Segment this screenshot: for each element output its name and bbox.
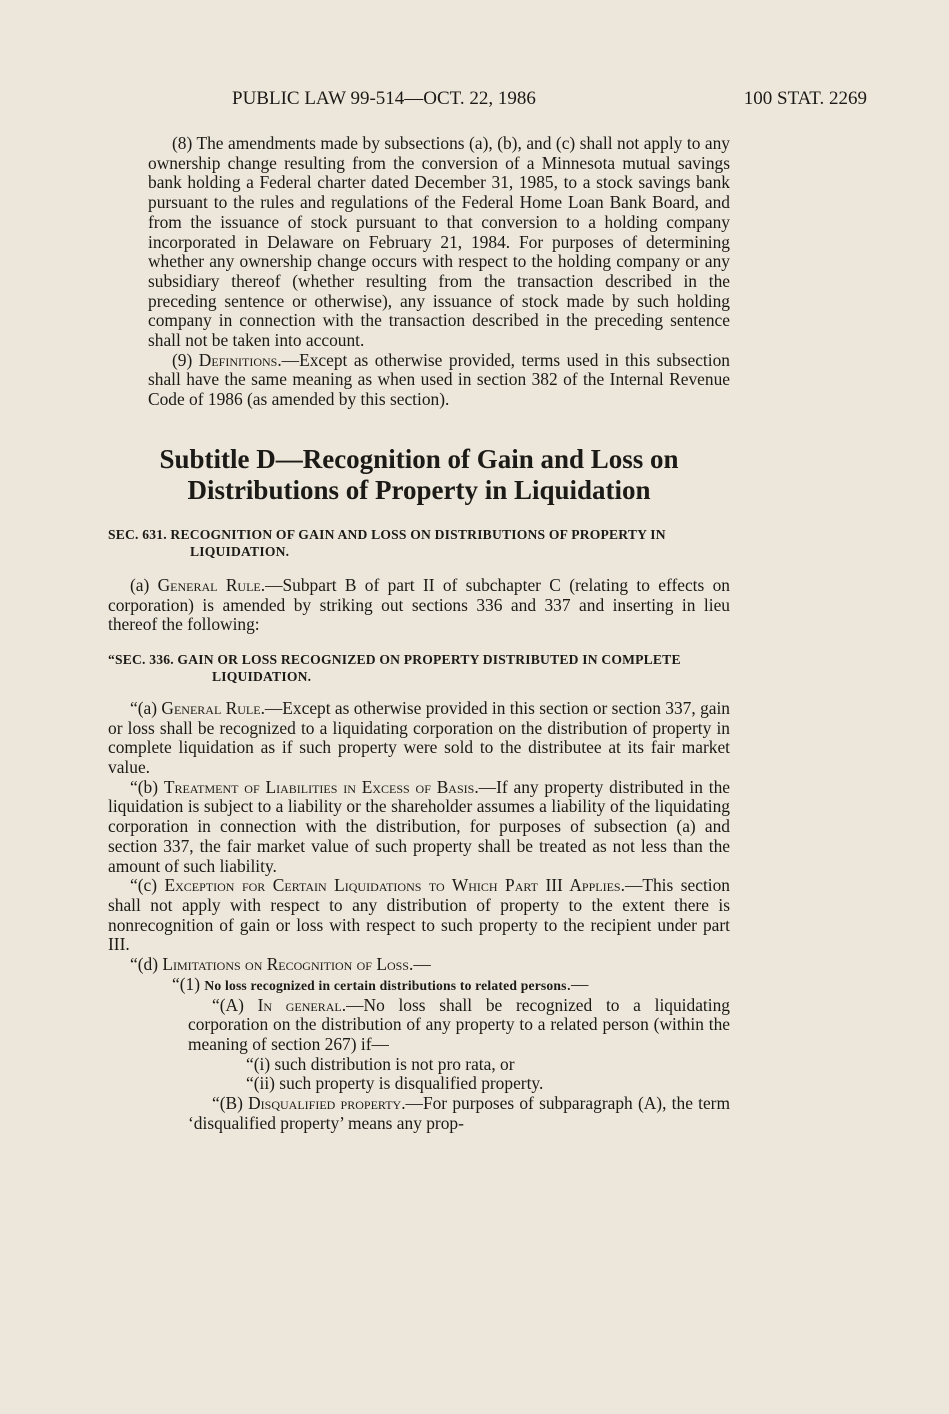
section-336-c-text: .—This section shall not apply with respect to any distribution of property to the extent there is nonrecognition of gain or loss with respect to such property to the recipient under part III. <box>108 875 730 955</box>
section-336-B-label: “(B) <box>212 1093 243 1114</box>
running-header <box>0 88 949 114</box>
section-336-A-clause-i <box>108 1055 730 1075</box>
header-law-citation: PUBLIC LAW 99-514—OCT. 22, 1986 <box>232 88 536 109</box>
section-336-subsection-a <box>108 699 730 778</box>
section-336-B-text: .—For purposes of subparagraph (A), the term ‘disqualified property’ means any prop- <box>188 1093 730 1133</box>
section-336-d1-heading: No loss recognized in certain distributions to related persons <box>204 977 567 993</box>
section-336-c-label: “(c) <box>130 875 158 896</box>
section-336-b-label: “(b) <box>130 776 158 797</box>
section-336-d-text: .— <box>408 954 431 975</box>
subtitle-line-1: Subtitle D—Recognition of Gain and Loss on <box>159 443 679 474</box>
section-631-a-label: (a) <box>130 574 150 595</box>
section-336-a-heading: General Rule <box>161 697 261 718</box>
section-631-subsection-a <box>108 576 730 635</box>
section-336-c-heading: Exception for Certain Liquidations to Which Part III Applies <box>164 875 621 896</box>
section-336-A-clause-ii-text: “(ii) such property is disqualified property. <box>246 1073 544 1094</box>
section-336-a-text: .—Except as otherwise provided in this section or section 337, gain or loss shall be recognized to a liquidating corporation on the distribution of property in complete liquidation as if such property were sold to the distributee at its fair market value. <box>108 697 731 778</box>
section-336-d1-text: .— <box>566 973 589 994</box>
header-statute-page: 100 STAT. 2269 <box>743 88 867 109</box>
section-336-subsection-c <box>108 876 730 955</box>
paragraph-8 <box>108 134 730 351</box>
section-336-d1-label: “(1) <box>172 973 200 994</box>
document-body <box>108 134 730 1133</box>
section-336-d-paragraph-1 <box>108 975 730 996</box>
subtitle-heading <box>108 444 730 506</box>
paragraph-9-number: (9) <box>172 349 193 370</box>
paragraph-9 <box>108 351 730 410</box>
section-336-A-heading: In general <box>257 994 342 1015</box>
subtitle-line-2: Distributions of Property in Liquidation <box>187 474 651 505</box>
section-336-B-heading: Disqualified property <box>248 1093 402 1114</box>
paragraph-8-text: (8) The amendments made by subsections (a), (b), and (c) shall not apply to any ownership change resulting from the conversion of a Minnesota mutual savings bank holding a Federal charter dated December 31, 1985, to a stock savings bank pursuant to the rules and regulations of the Federal Home Loan Bank Board, and from the issuance of stock pursuant to that conversion to a holding company incorporated in Delaware on February 21, 1984. For purposes of determining whether any ownership change occurs with respect to the holding company or any subsidiary thereof (whether resulting from the transaction described in the preceding sentence or otherwise), any issuance of stock made by such holding company in connection with the transaction described in the preceding sentence shall not be taken into account. <box>148 133 730 351</box>
section-631-heading: SEC. 631. RECOGNITION OF GAIN AND LOSS ON DISTRIBUTIONS OF PROPERTY IN LIQUIDATION. <box>108 526 666 559</box>
section-336-subsection-b <box>108 778 730 877</box>
section-336-d-heading: Limitations on Recognition of Loss <box>162 954 409 975</box>
section-336-A-clause-i-text: “(i) such distribution is not pro rata, or <box>246 1053 515 1074</box>
section-336-d-label: “(d) <box>130 954 158 975</box>
section-336-A-text: .—No loss shall be recognized to a liquidating corporation on the distribution of any property to a related person (within the meaning of section 267) if— <box>188 994 730 1054</box>
paragraph-9-text: .—Except as otherwise provided, terms used in this subsection shall have the same meaning as when used in section 382 of the Internal Revenue Code of 1986 (as amended by this section). <box>148 349 730 410</box>
section-336-heading: “SEC. 336. GAIN OR LOSS RECOGNIZED ON PROPERTY DISTRIBUTED IN COMPLETE LIQUIDATION. <box>108 651 681 684</box>
section-336-a-label: “(a) <box>130 697 158 718</box>
section-336-b-heading: Treatment of Liabilities in Excess of Basis <box>163 776 475 797</box>
section-336-A-label: “(A) <box>212 994 244 1015</box>
section-336-d1-subparagraph-A <box>108 996 730 1055</box>
paragraph-9-heading: Definitions <box>198 349 278 370</box>
section-336-b-text: .—If any property distributed in the liquidation is subject to a liability or the shareholder assumes a liability of the liquidating corporation in connection with the distribution, for purposes of subsection (a) and section 337, the fair market value of such property shall be treated as not less than the amount of such liability. <box>108 776 730 876</box>
section-631-a-heading: General Rule <box>157 574 261 595</box>
section-631-a-text: .—Subpart B of part II of subchapter C (relating to effects on corporation) is amended by striking out sections 336 and 337 and inserting in lieu thereof the following: <box>108 574 730 635</box>
section-336-subsection-d <box>108 955 730 975</box>
section-336-A-clause-ii <box>108 1074 730 1094</box>
section-336-d1-subparagraph-B <box>108 1094 730 1133</box>
